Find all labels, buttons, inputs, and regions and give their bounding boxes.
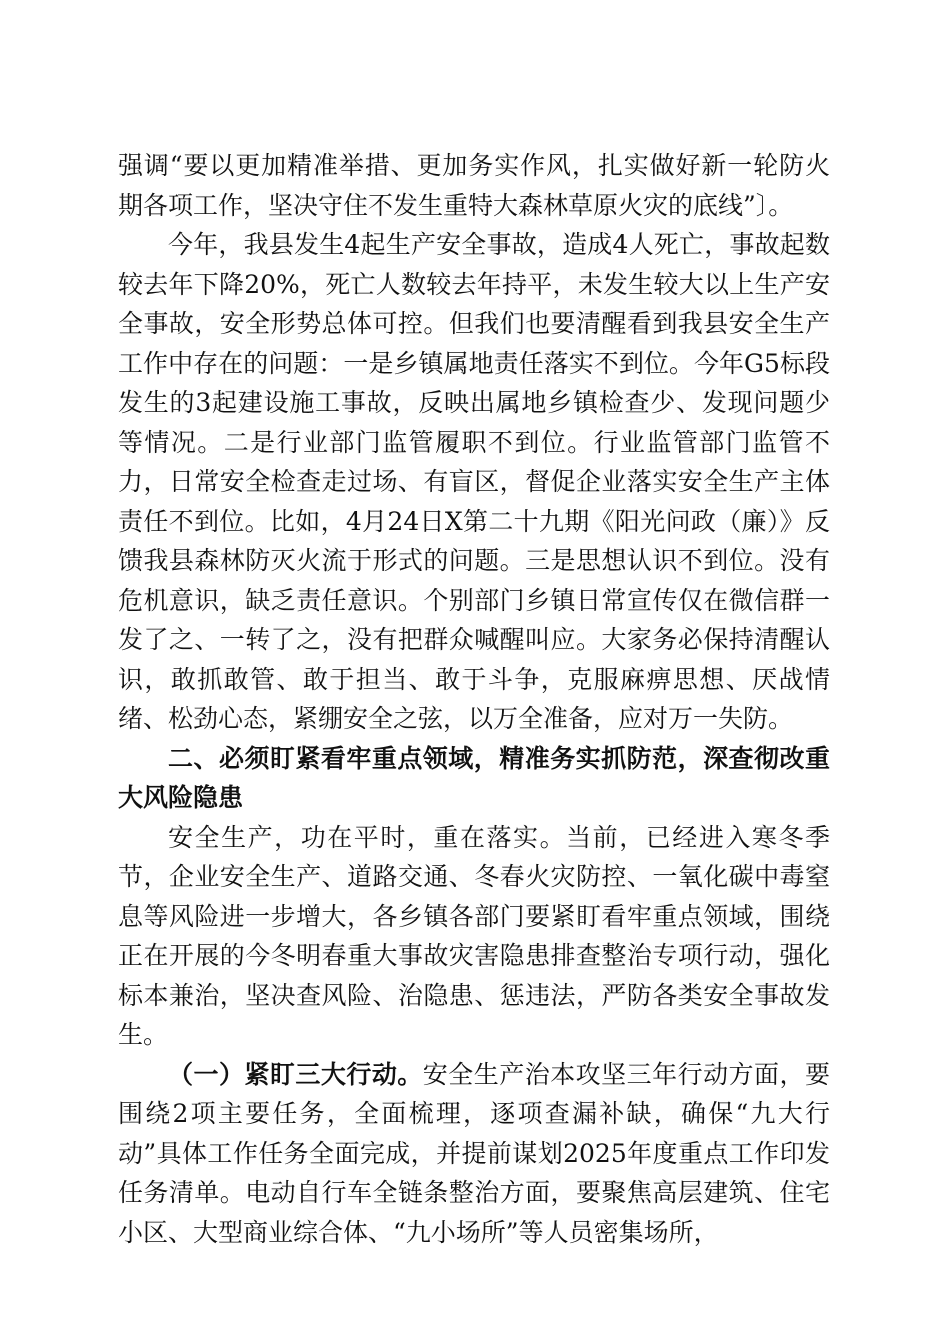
paragraph-three-actions-body: 安全生产治本攻坚三年行动方面，要围绕2项主要任务，全面梳理，逐项查漏补缺，确保“九大行动”具体工作任务全面完成，并提前谋划2025年度重点工作印发任务清单。电动自行车全链条整治方面，要聚焦高层建筑、住宅小区、大型商业综合体、“九小场所”等人员密集场所， xyxy=(118,1059,830,1247)
document-body xyxy=(118,146,830,1252)
section-heading-2: 二、必须盯紧看牢重点领域，精准务实抓防范，深查彻改重大风险隐患 xyxy=(118,743,830,812)
paragraph-quote-continuation: 强调“要以更加精准举措、更加务实作风，扎实做好新一轮防火期各项工作，坚决守住不发生重特大森林草原火灾的底线”〕。 xyxy=(118,151,830,220)
paragraph-three-actions xyxy=(118,1055,830,1253)
paragraph-accident-summary: 今年，我县发生4起生产安全事故，造成4人死亡，事故起数较去年下降20%，死亡人数较去年持平，未发生较大以上生产安全事故，安全形势总体可控。但我们也要清醒看到我县安全生产工作中存在的问题：一是乡镇属地责任落实不到位。今年G5标段发生的3起建设施工事故，反映出属地乡镇检查少、发现问题少等情况。二是行业部门监管履职不到位。行业监管部门监管不力，日常安全检查走过场、有盲区，督促企业落实安全生产主体责任不到位。比如，4月24日X第二十九期《阳光问政（廉）》反馈我县森林防灭火流于形式的问题。三是思想认识不到位。没有危机意识，缺乏责任意识。个别部门乡镇日常宣传仅在微信群一发了之、一转了之，没有把群众喊醒叫应。大家务必保持清醒认识，敢抓敢管、敢于担当、敢于斗争，克服麻痹思想、厌战情绪、松劲心态，紧绷安全之弦，以万全准备，应对万一失防。 xyxy=(118,230,830,733)
paragraph-winter-risks: 安全生产，功在平时，重在落实。当前，已经进入寒冬季节，企业安全生产、道路交通、冬春火灾防控、一氧化碳中毒窒息等风险进一步增大，各乡镇各部门要紧盯看牢重点领域，围绕正在开展的今冬明春重大事故灾害隐患排查整治专项行动，强化标本兼治，坚决查风险、治隐患、惩违法，严防各类安全事故发生。 xyxy=(118,822,830,1049)
subheading-three-actions: （一）紧盯三大行动。 xyxy=(168,1059,423,1089)
